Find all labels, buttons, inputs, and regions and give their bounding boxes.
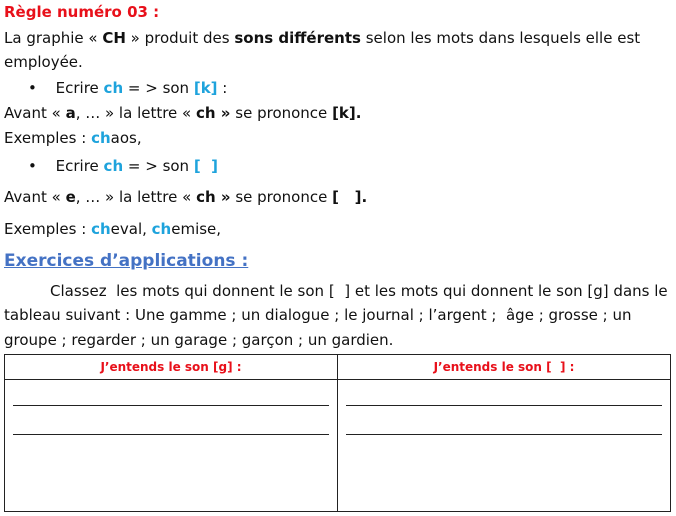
answer-line[interactable] (13, 405, 329, 406)
intro-text: La graphie « (4, 29, 103, 47)
intro-line-1 (4, 28, 640, 48)
exercise-line-1: Classez les mots qui donnent le son [ ] et les mots qui donnent le son [g] dans le (50, 282, 668, 300)
bullet-icon: • (28, 79, 37, 97)
intro-bold-phrase: sons différents (234, 29, 361, 47)
bullet-text: Ecrire (55, 157, 104, 175)
col-header-sh: J’entends le son [ ] : (338, 355, 671, 380)
answer-line[interactable] (13, 434, 329, 435)
bullet-k (28, 78, 227, 98)
rule-text: , … » la lettre « (75, 104, 197, 122)
intro-text: selon les mots dans lesquels elle est (360, 29, 641, 47)
answer-line[interactable] (346, 405, 662, 406)
example-label: Exemples : (4, 129, 92, 147)
rule-title: Règle numéro 03 : (4, 3, 160, 21)
answer-table (4, 354, 671, 512)
example-word: emise, (171, 220, 222, 238)
exercise-line-2: tableau suivant : Une gamme ; un dialogue ; le journal ; l’argent ; âge ; grosse ; un (4, 306, 632, 324)
ch-highlight: ch (91, 129, 111, 147)
bullet-icon: • (28, 157, 37, 175)
rule-letter: e (65, 188, 76, 206)
ch-highlight: ch (91, 220, 111, 238)
rule-text: , … » la lettre « (75, 188, 197, 206)
intro-ch: CH (102, 29, 126, 47)
rule-ch: ch » (196, 104, 231, 122)
exercise-title: Exercices d’applications : (4, 251, 249, 271)
example-word: eval, (110, 220, 152, 238)
answer-cell-sh[interactable] (338, 380, 671, 512)
rule-text: se prononce (230, 188, 333, 206)
example-k-line (4, 128, 142, 148)
sound-highlight: [k] (193, 79, 218, 97)
answer-cell-g[interactable] (5, 380, 338, 512)
exercise-line-3: groupe ; regarder ; un garage ; garçon ; un gardien. (4, 331, 394, 349)
ch-highlight: ch (103, 157, 124, 175)
rule-sound: [k]. (332, 104, 362, 122)
rule-ch: ch » (196, 188, 231, 206)
bullet-text: : (217, 79, 228, 97)
intro-text: » produit des (125, 29, 235, 47)
ch-highlight: ch (103, 79, 124, 97)
rule-text: Avant « (4, 104, 66, 122)
example-label: Exemples : (4, 220, 92, 238)
sound-highlight: [ ] (193, 157, 218, 175)
bullet-sh (28, 156, 218, 176)
rule-text: se prononce (230, 104, 333, 122)
rule-sh-line (4, 187, 367, 207)
example-word: aos, (110, 129, 142, 147)
rule-letter: a (65, 104, 76, 122)
answer-line[interactable] (346, 434, 662, 435)
col-header-g: J’entends le son [g] : (5, 355, 338, 380)
rule-text: Avant « (4, 188, 66, 206)
bullet-text: = > son (123, 79, 194, 97)
rule-k-line (4, 103, 361, 123)
ch-highlight: ch (151, 220, 172, 238)
rule-sound: [ ]. (332, 188, 368, 206)
intro-line-2: employée. (4, 53, 83, 71)
bullet-text: = > son (123, 157, 194, 175)
bullet-text: Ecrire (55, 79, 104, 97)
example-sh-line (4, 219, 221, 239)
